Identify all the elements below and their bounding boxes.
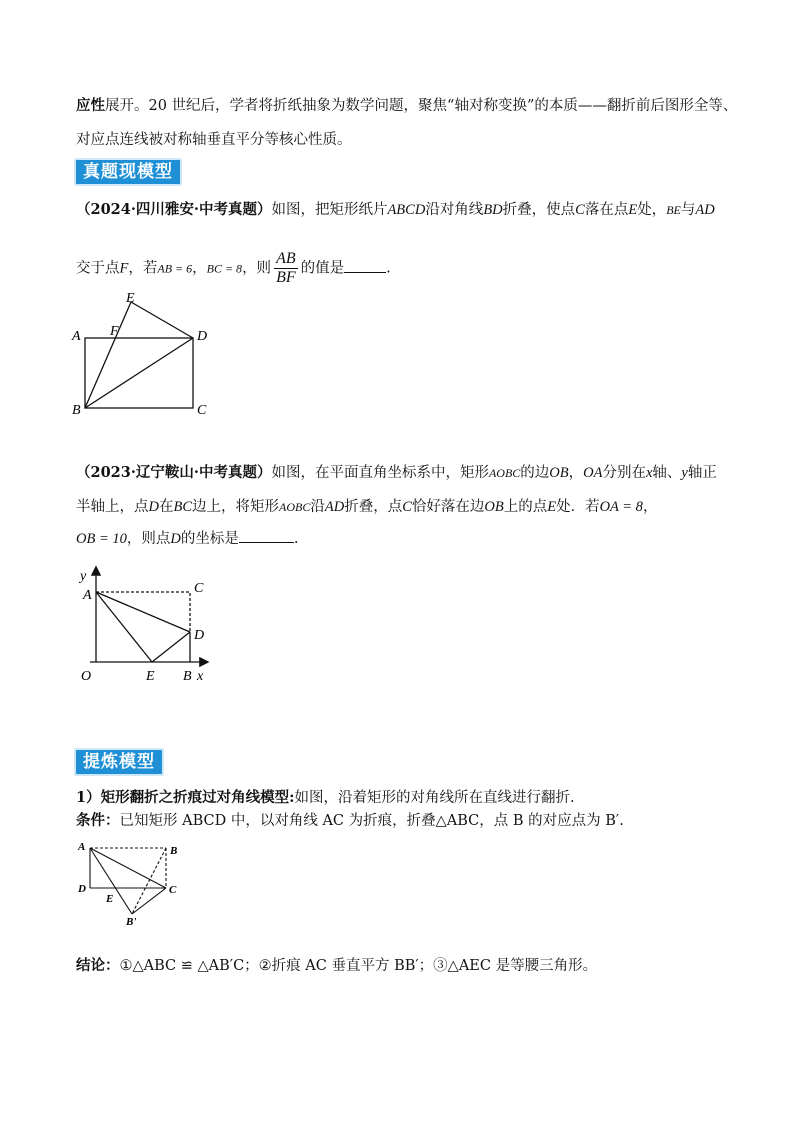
fig3-label-b-prime: B': [126, 916, 137, 928]
model1-conclusion-line: 结论：①△ABC ≌ △AB′C；②折痕 AC 垂直平方 BB′；③△AEC 是等腰三角形。: [76, 957, 598, 974]
diagonal-ac: [90, 848, 166, 888]
fig1-label-f: F: [110, 324, 119, 339]
segment-ed: [152, 632, 190, 662]
fig3-label-b: B: [170, 845, 178, 857]
figure-diagonal-fold-model: [70, 838, 200, 930]
intro-bold: 应性: [76, 97, 105, 114]
segment-ed: [131, 302, 193, 338]
problem1-line-1: （2024·四川雅安·中考真题）如图，把矩形纸片ABCD沿对角线BD折叠，使点C落在点E处，BE与AD: [76, 201, 715, 218]
model1-title: 1）矩形翻折之折痕过对角线模型:: [76, 789, 295, 806]
fig2-label-b: B: [183, 669, 192, 684]
section-label-real-exam: 真题现模型: [74, 158, 182, 186]
fig2-label-x: x: [197, 669, 204, 684]
problem2-source: （2023·辽宁鞍山·中考真题）: [76, 464, 272, 481]
fig2-label-d: D: [194, 628, 205, 643]
fig1-label-c: C: [197, 403, 207, 418]
answer-blank-1[interactable]: [344, 258, 386, 273]
intro-line-2: 对应点连线被对称轴垂直平分等核心性质。: [76, 132, 352, 148]
fig2-label-o: O: [81, 669, 92, 684]
fig1-label-e: E: [126, 291, 135, 306]
intro-line-1: [76, 96, 737, 116]
fig1-label-d: D: [197, 329, 208, 344]
fig3-label-d: D: [78, 883, 86, 895]
fig1-label-a: A: [72, 329, 81, 344]
fig3-label-e: E: [106, 893, 114, 905]
section-label-extract-model: 提炼模型: [74, 748, 164, 776]
dashed-bb-prime: [132, 848, 166, 914]
intro-text-1: 展开。20 世纪后，学者将折纸抽象为数学问题，聚焦“轴对称变换”的本质——翻折前后图形全等、: [105, 98, 738, 114]
answer-blank-2[interactable]: [239, 528, 294, 543]
segment-ae: [96, 592, 152, 662]
problem1-line-2: 交于点F，若AB = 6，BC = 8，则 $\frac{AB}{BF}$ 的值是 .: [76, 250, 391, 286]
fig2-label-a: A: [83, 588, 92, 603]
model1-condition-line: 条件：已知矩形 ABCD 中，以对角线 AC 为折痕，折叠△ABC，点 B 的对应点为 B′.: [76, 812, 624, 829]
segment-be: [85, 302, 131, 408]
diagonal-bd: [85, 338, 193, 408]
model1-title-line: 1）矩形翻折之折痕过对角线模型:如图，沿着矩形的对角线所在直线进行翻折.: [76, 789, 575, 806]
problem1-source: （2024·四川雅安·中考真题）: [76, 201, 272, 218]
fig2-label-c: C: [194, 581, 204, 596]
problem2-line-1: （2023·辽宁鞍山·中考真题）如图，在平面直角坐标系中，矩形AOBC的边OB，OA分别在x轴、y轴正: [76, 464, 717, 481]
figure-coordinate-fold: [70, 562, 220, 692]
segment-b-prime-c: [132, 888, 166, 914]
fig2-label-y: y: [80, 569, 87, 584]
fig2-label-e: E: [146, 669, 155, 684]
fig3-label-c: C: [169, 884, 177, 896]
figure-rect-fold-bd: [60, 290, 220, 425]
problem2-line-3: OB = 10，则点D的坐标是 .: [76, 528, 298, 549]
fig3-label-a: A: [78, 841, 86, 853]
segment-ad: [96, 592, 190, 632]
fraction-ab-bf: $\frac{AB}{BF}$: [276, 250, 296, 286]
problem2-line-2: 半轴上，点D在BC边上，将矩形AOBC沿AD折叠，点C恰好落在边OB上的点E处．若OA = 8，: [76, 499, 658, 515]
fig1-label-b: B: [72, 403, 81, 418]
